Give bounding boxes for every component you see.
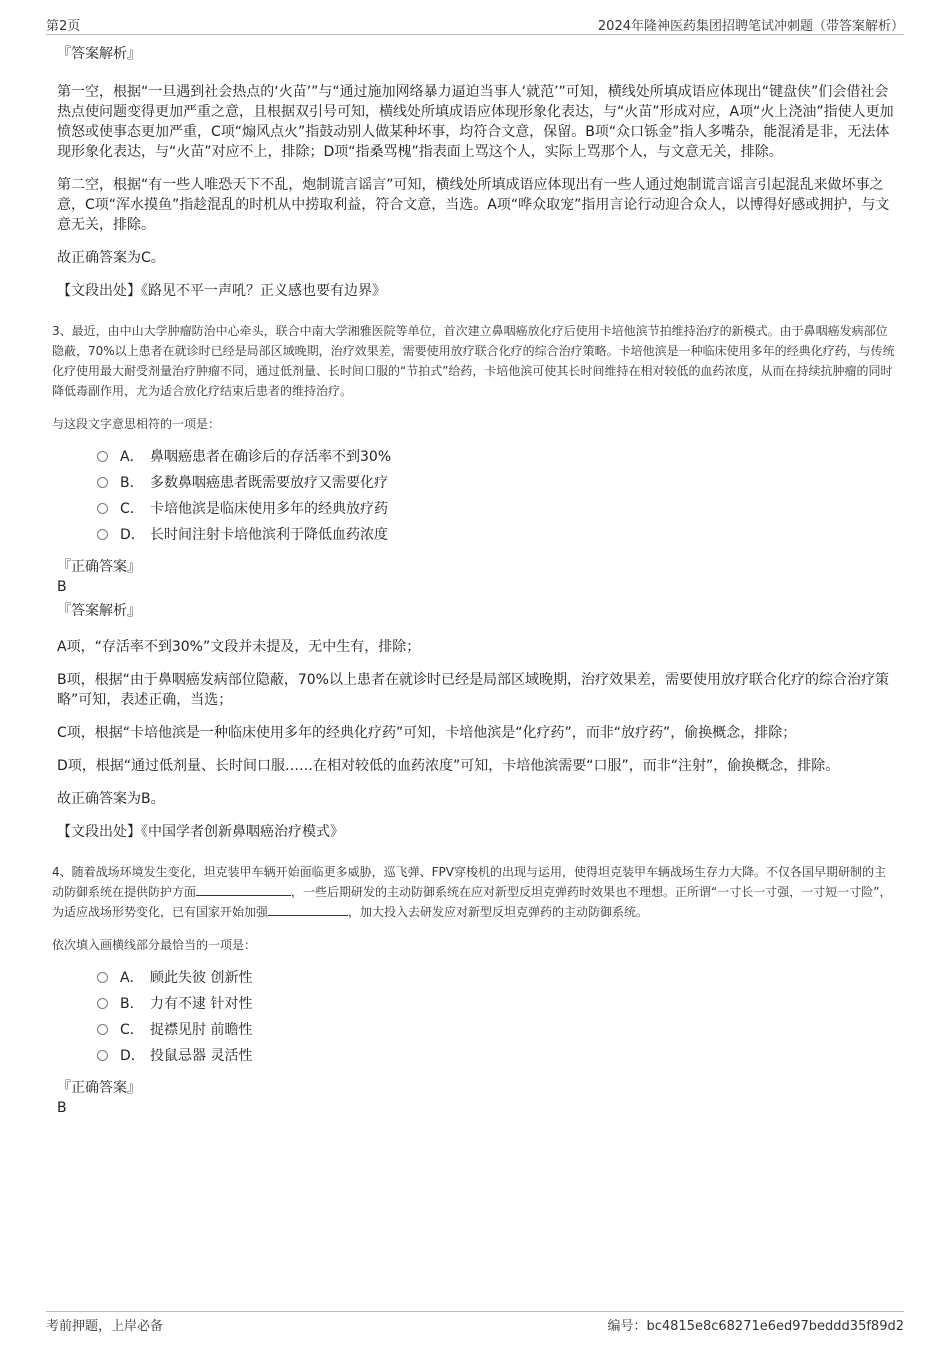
- option-a[interactable]: A． 鼻咽癌患者在确诊后的存活率不到30%: [97, 447, 896, 473]
- conclusion: 故正确答案为B。: [57, 791, 165, 807]
- question-3-prompt: 与这段文字意思相符的一项是：: [52, 417, 221, 431]
- document-code: 编号：bc4815e8c68271e6ed97beddd35f89d2: [607, 1319, 904, 1334]
- radio-icon[interactable]: [97, 972, 108, 983]
- option-c[interactable]: C． 捉襟见肘 前瞻性: [97, 1020, 896, 1046]
- radio-icon[interactable]: [97, 451, 108, 462]
- correct-answer-tag: 『正确答案』: [57, 1080, 141, 1096]
- radio-icon[interactable]: [97, 529, 108, 540]
- analysis-d: D项，根据“通过低剂量、长时间口服……在相对较低的血药浓度”可知，卡培他滨需要“口服”，而非“注射”，偷换概念，排除。: [57, 758, 840, 774]
- radio-icon[interactable]: [97, 1050, 108, 1061]
- analysis-b: B项，根据“由于鼻咽癌发病部位隐蔽，70%以上患者在就诊时已经是局部区域晚期，治疗效果差，需要使用放疗联合化疗的综合治疗策略”可知，表述正确，当选；: [57, 672, 889, 708]
- page-header: [46, 12, 904, 35]
- analysis-paragraph-2: 第二空，根据“有一些人唯恐天下不乱，炮制谎言谣言”可知，横线处所填成语应体现出有一些人通过炮制谎言谣言引起混乱来做坏事之意，C项“浑水摸鱼”指趁混乱的时机从中捞取利益，符合文意，当选。A项“哗众取宠”指用言论行动迎合众人，以博得好感或拥护，与文意无关，排除。: [57, 177, 890, 233]
- option-c[interactable]: C． 卡培他滨是临床使用多年的经典放疗药: [97, 499, 896, 525]
- analysis-tag: 『答案解析』: [57, 603, 141, 619]
- question-4-stem: 4、随着战场环境发生变化，坦克装甲车辆开始面临更多威胁，巡飞弹、FPV穿梭机的出现与运用，使得坦克装甲车辆战场生存力大降。不仅各国早期研制的主动防御系统在提供防护方面 ，一些后期研发的主动防御系统在应对新型反坦克弹药时效果也不理想。正所谓“一寸长一寸强，一寸短一寸险”，为适应战场形势变化，已有国家开始加强 ，加大投入去研发应对新型反坦克弹药的主动防御系统。: [52, 865, 892, 919]
- option-a[interactable]: A． 顾此失彼 创新性: [97, 968, 896, 994]
- radio-icon[interactable]: [97, 1024, 108, 1035]
- question-4-options: [97, 968, 896, 1072]
- option-b[interactable]: B． 多数鼻咽癌患者既需要放疗又需要化疗: [97, 473, 896, 499]
- radio-icon[interactable]: [97, 477, 108, 488]
- fill-blank-2: [268, 903, 348, 916]
- option-d[interactable]: D． 长时间注射卡培他滨利于降低血药浓度: [97, 525, 896, 551]
- analysis-c: C项，根据“卡培他滨是一种临床使用多年的经典化疗药”可知，卡培他滨是“化疗药”，而非“放疗药”，偷换概念，排除；: [57, 725, 797, 741]
- conclusion: 故正确答案为C。: [57, 250, 165, 266]
- page-content: [52, 44, 896, 1122]
- source-citation: 【文段出处】《中国学者创新鼻咽癌治疗模式》: [57, 824, 344, 840]
- question-3-options: [97, 447, 896, 551]
- footer-slogan: 考前押题，上岸必备: [46, 1319, 164, 1334]
- document-title: 2024年隆神医药集团招聘笔试冲刺题（带答案解析）: [597, 19, 904, 34]
- source-citation: 【文段出处】《路见不平一声吼？正义感也要有边界》: [57, 283, 386, 299]
- option-d[interactable]: D． 投鼠忌器 灵活性: [97, 1046, 896, 1072]
- analysis-tag: 『答案解析』: [57, 46, 141, 62]
- correct-answer: B: [57, 579, 67, 595]
- option-b[interactable]: B． 力有不逮 针对性: [97, 994, 896, 1020]
- correct-answer-tag: 『正确答案』: [57, 559, 141, 575]
- analysis-a: A项，“存活率不到30%”文段并未提及，无中生有，排除；: [57, 639, 421, 655]
- fill-blank-1: [196, 883, 291, 896]
- radio-icon[interactable]: [97, 503, 108, 514]
- question-3-stem: 3、最近，由中山大学肿瘤防治中心牵头，联合中南大学湘雅医院等单位，首次建立鼻咽癌放化疗后使用卡培他滨节拍维持治疗的新模式。由于鼻咽癌发病部位隐蔽，70%以上患者在就诊时已经是局部区域晚期，治疗效果差，需要使用放疗联合化疗的综合治疗策略。卡培他滨是一种临床使用多年的经典化疗药，与传统化疗使用最大耐受剂量治疗肿瘤不同，通过低剂量、长时间口服的“节拍式”给药，卡培他滨可使其长时间维持在相对较低的血药浓度，从而在持续抗肿瘤的同时降低毒副作用，尤为适合放化疗结束后患者的维持治疗。: [52, 324, 895, 398]
- page-footer: [46, 1311, 904, 1336]
- page-number: 第2页: [46, 19, 81, 34]
- correct-answer: B: [57, 1100, 67, 1116]
- radio-icon[interactable]: [97, 998, 108, 1009]
- question-4-prompt: 依次填入画横线部分最恰当的一项是：: [52, 938, 257, 952]
- analysis-paragraph-1: 第一空，根据“一旦遇到社会热点的‘火苗’”与“通过施加网络暴力逼迫当事人‘就范’”可知，横线处所填成语应体现出“键盘侠”们会借社会热点使问题变得更加严重之意，且根据双引号可知，横线处所填成语应体现形象化表达，与“火苗”形成对应，A项“火上浇油”指使人更加愤怒或使事态更加严重，C项“煽风点火”指鼓动别人做某种坏事，均符合文意，保留。B项“众口铄金”指人多嘴杂，能混淆是非，无法体现形象化表达，与“火苗”对应不上，排除；D项“指桑骂槐”指表面上骂这个人，实际上骂那个人，与文意无关，排除。: [57, 84, 894, 160]
